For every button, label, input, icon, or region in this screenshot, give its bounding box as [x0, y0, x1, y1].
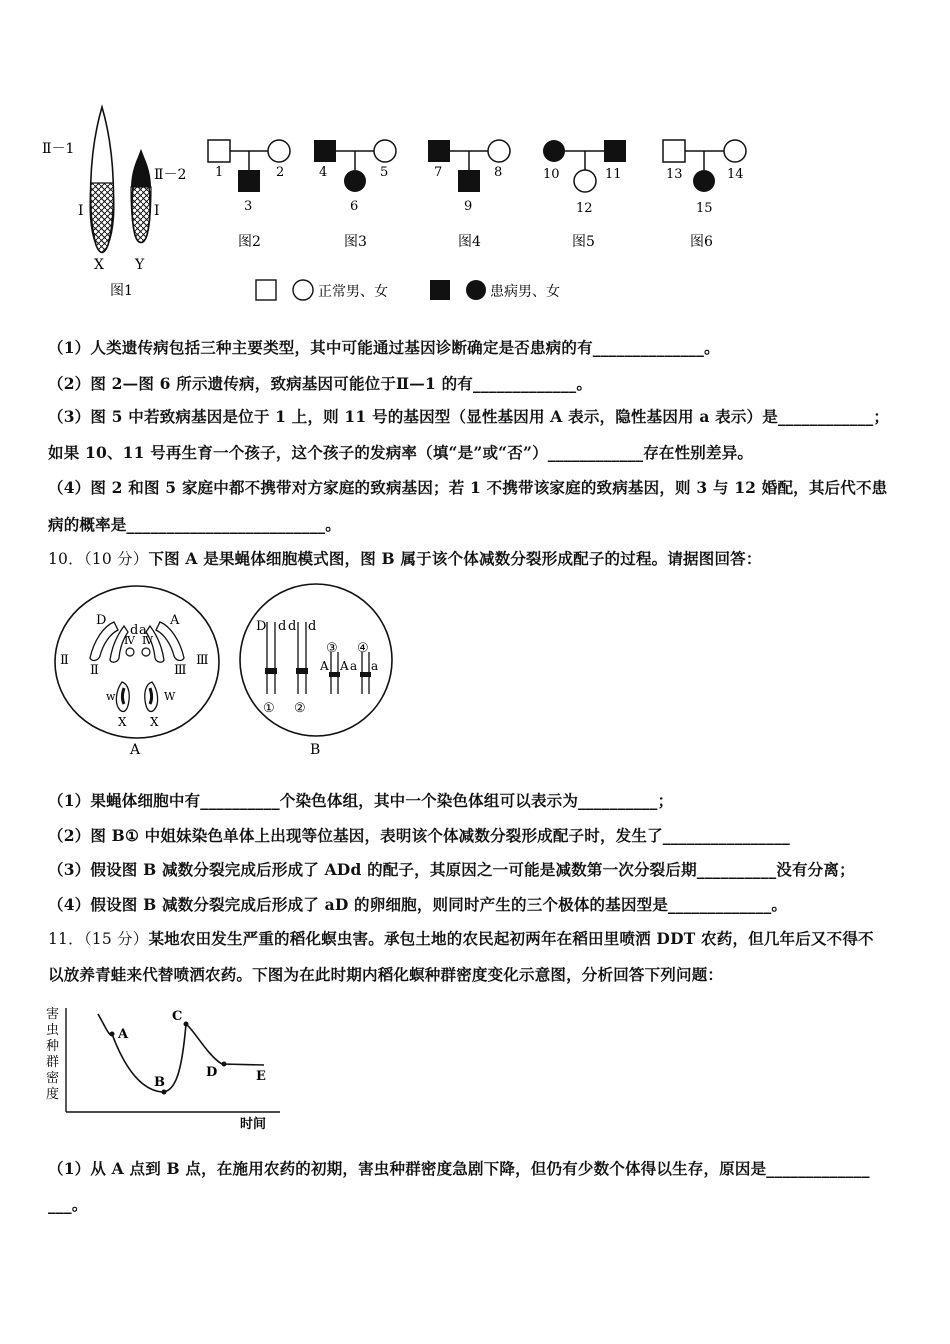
label-x: X [94, 257, 104, 273]
svg-text:Ⅲ: Ⅲ [196, 653, 209, 668]
svg-text:6: 6 [350, 199, 359, 214]
q9-part-4b: 病的概率是_________________________。 [48, 515, 341, 534]
pedigree-figures [200, 130, 760, 260]
svg-text:14: 14 [727, 167, 744, 182]
q11-intro-a: 某地农田发生严重的稻化螟虫害。承包土地的农民起初两年在稻田里喷洒 DDT 农药，但几年后又不得不 [148, 929, 874, 948]
svg-text:10: 10 [543, 167, 560, 182]
svg-text:A: A [340, 659, 349, 673]
q9-part-2: （2）图 2—图 6 所示遗传病，致病基因可能位于Ⅱ—1 的有_____________。 [48, 374, 593, 393]
pedigree-4-caption: 图4 [458, 234, 481, 250]
q11-number: 11．（15 分） [48, 930, 149, 948]
y-label-char-3: 种 [46, 1039, 60, 1054]
pedigree-4 [428, 140, 510, 250]
svg-text:d: d [130, 623, 139, 638]
density-curve [98, 1014, 264, 1092]
svg-text:Ⅱ: Ⅱ [60, 653, 69, 668]
label-i-left: Ⅰ [78, 203, 84, 219]
legend-normal: 正常男、女 [318, 284, 388, 300]
label-b: B [154, 1075, 165, 1090]
q10-part-3: （3）假设图 B 减数分裂完成后形成了 ADd 的配子，其原因之一可能是减数第一次分裂后期__________没有分离； [48, 860, 855, 879]
pest-density-chart [44, 1000, 294, 1140]
svg-text:3: 3 [244, 199, 253, 214]
q11-stem-1 [48, 927, 874, 949]
svg-text:a: a [371, 659, 379, 673]
label-y: Y [135, 257, 145, 273]
svg-text:8: 8 [494, 165, 503, 180]
q9-part-4a: （4）图 2 和图 5 家庭中都不携带对方家庭的致病基因；若 1 不携带该家庭的致病基因，则 3 与 12 婚配，其后代不患 [48, 478, 888, 497]
svg-text:W: W [164, 690, 176, 703]
svg-text:a: a [350, 659, 358, 673]
svg-text:X: X [118, 715, 127, 729]
y-label-char-4: 群 [46, 1055, 60, 1070]
pedigree-6-caption: 图6 [690, 234, 713, 250]
svg-text:D: D [256, 619, 267, 634]
svg-text:A: A [320, 659, 329, 673]
svg-text:②: ② [294, 701, 306, 716]
svg-text:D: D [96, 613, 107, 628]
svg-text:①: ① [263, 701, 275, 716]
svg-text:d: d [278, 619, 287, 634]
svg-text:d: d [288, 619, 297, 634]
y-label-char-5: 密 [46, 1071, 60, 1086]
point-a [110, 1032, 115, 1037]
pedigree-2 [208, 140, 290, 250]
y-label-char-6: 度 [46, 1087, 60, 1102]
legend-affected: 患病男、女 [490, 284, 560, 300]
svg-text:Ⅲ: Ⅲ [174, 663, 187, 678]
label-c: C [172, 1009, 183, 1024]
q11-intro-b: 以放养青蛙来代替喷洒农药。下图为在此时期内稻化螟种群密度变化示意图，分析回答下列问题： [48, 965, 724, 984]
svg-text:11: 11 [605, 167, 622, 182]
point-d [222, 1062, 227, 1067]
pedigree-6 [663, 140, 746, 250]
figure-b-caption: B [310, 742, 321, 758]
q10-title: 下图 A 是果蝇体细胞模式图，图 B 属于该个体减数分裂形成配子的过程。请据图回答： [148, 549, 762, 568]
y-label-char-2: 虫 [46, 1023, 60, 1038]
y-label-char-1: 害 [46, 1007, 60, 1022]
svg-text:w: w [106, 690, 116, 703]
q9-part-3a: （3）图 5 中若致病基因是位于 1 上，则 11 号的基因型（显性基因用 A 表示，隐性基因用 a 表示）是____________； [48, 407, 890, 426]
svg-text:4: 4 [319, 165, 328, 180]
svg-text:Ⅳ: Ⅳ [124, 634, 135, 647]
figure-a-fruit-fly-cell [50, 582, 230, 762]
svg-text:④: ④ [357, 641, 369, 656]
q9-part-3b: 如果 10、11 号再生育一个孩子，这个孩子的发病率（填“是”或“否”）____________存在性别差异。 [48, 443, 754, 462]
svg-text:2: 2 [276, 165, 285, 180]
q11-part-1a: （1）从 A 点到 B 点，在施用农药的初期，害虫种群密度急剧下降，但仍有少数个体得以生存，原因是_____________ [48, 1159, 870, 1178]
svg-text:d: d [308, 619, 317, 634]
pedigree-3 [314, 140, 396, 250]
figure-1-sex-chromosomes [40, 95, 200, 305]
svg-text:12: 12 [576, 201, 593, 216]
q10-stem [48, 547, 762, 569]
q10-number: 10．（10 分） [48, 550, 149, 568]
svg-text:1: 1 [215, 165, 224, 180]
point-b [162, 1090, 167, 1095]
svg-text:X: X [150, 715, 159, 729]
svg-text:Ⅳ: Ⅳ [142, 634, 153, 647]
svg-text:a: a [139, 623, 147, 638]
label-d: D [206, 1065, 218, 1080]
q10-part-2: （2）图 B① 中姐妹染色单体上出现等位基因，表明该个体减数分裂形成配子时，发生了________________ [48, 826, 790, 845]
svg-text:15: 15 [696, 201, 713, 216]
q10-part-1: （1）果蝇体细胞中有__________个染色体组，其中一个染色体组可以表示为__________； [48, 791, 674, 810]
label-a: A [118, 1027, 129, 1042]
pedigree-5-caption: 图5 [572, 234, 595, 250]
svg-text:7: 7 [434, 165, 443, 180]
figure-b-meiosis-cell [228, 582, 408, 762]
y-axis-label [46, 1007, 59, 1102]
x-axis-label: 时间 [240, 1117, 267, 1132]
svg-text:13: 13 [666, 167, 683, 182]
label-e: E [256, 1069, 266, 1084]
svg-text:Ⅱ: Ⅱ [90, 663, 99, 678]
q11-part-1b: ___。 [48, 1195, 88, 1214]
pedigree-2-caption: 图2 [238, 234, 261, 250]
label-ii-2: Ⅱ－2 [154, 167, 187, 183]
pedigree-legend [250, 276, 590, 306]
figure-a-caption: A [130, 742, 141, 758]
svg-text:5: 5 [380, 165, 389, 180]
figure-1-caption: 图1 [110, 283, 133, 299]
svg-text:9: 9 [464, 199, 473, 214]
svg-text:A: A [170, 613, 180, 628]
pedigree-5 [543, 140, 626, 250]
q10-part-4: （4）假设图 B 减数分裂完成后形成了 aD 的卵细胞，则同时产生的三个极体的基因型是_____________。 [48, 895, 788, 914]
label-i-right: Ⅰ [154, 203, 160, 219]
pedigree-3-caption: 图3 [344, 234, 367, 250]
q9-part-1: （1）人类遗传病包括三种主要类型，其中可能通过基因诊断确定是否患病的有______________。 [48, 338, 720, 357]
svg-text:③: ③ [326, 641, 338, 656]
point-c [184, 1022, 189, 1027]
label-ii-1: Ⅱ－1 [42, 141, 75, 157]
